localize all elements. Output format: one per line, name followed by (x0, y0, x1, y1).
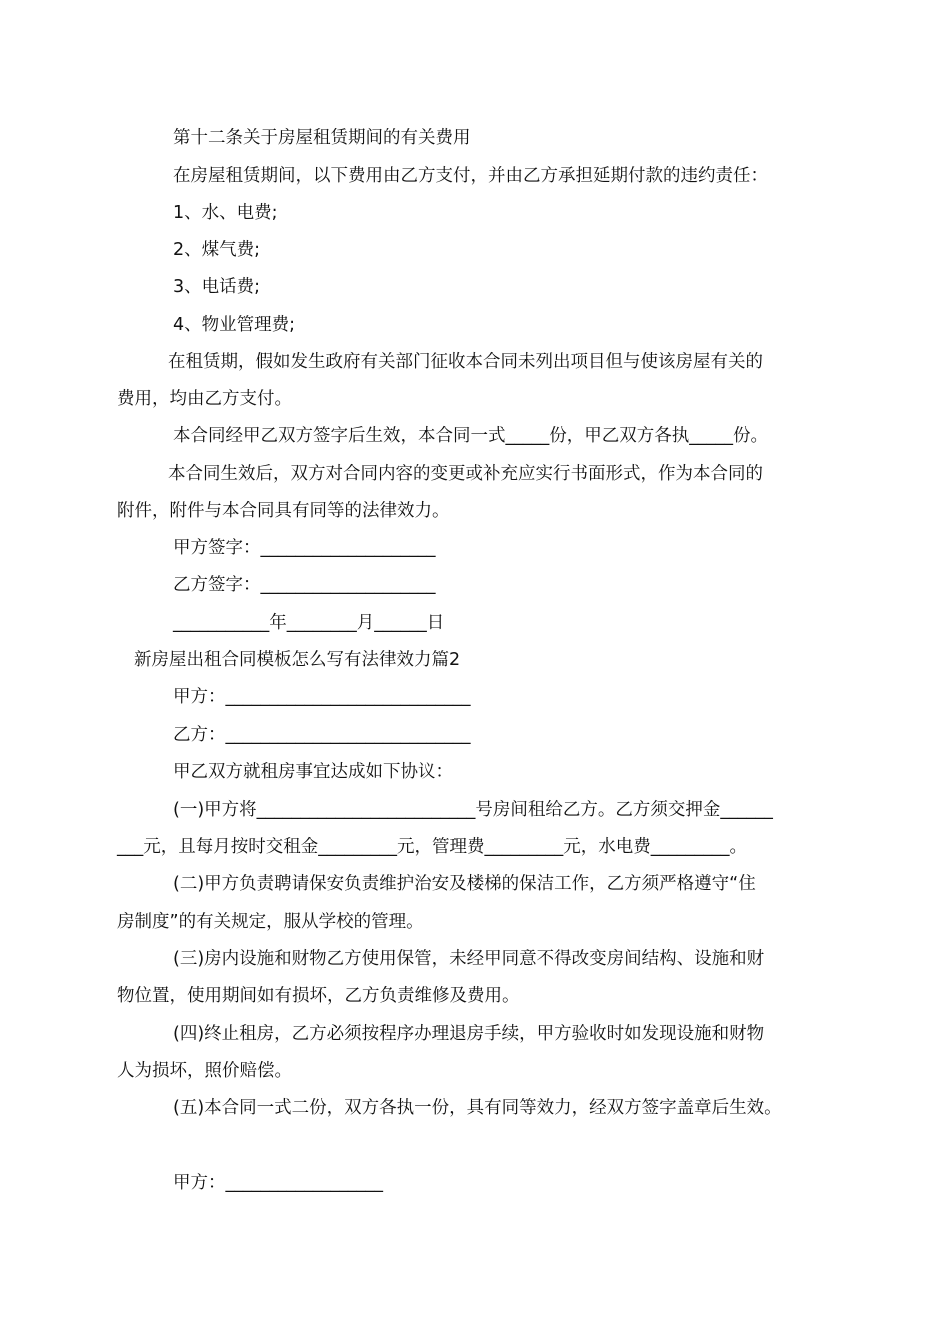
list-item: 1、水、电费; (173, 203, 278, 223)
clause-line: 物位置，使用期间如有损坏，乙方负责维修及费用。 (117, 986, 520, 1006)
paragraph-line: 甲乙双方就租房事宜达成如下协议： (173, 762, 453, 782)
paragraph-line: 附件，附件与本合同具有同等的法律效力。 (117, 501, 450, 521)
paragraph-line: 在租赁期，假如发生政府有关部门征收本合同未列出项目但与使该房屋有关的 (168, 352, 763, 372)
clause-line: ___元，且每月按时交租金_________元，管理费_________元，水电费_________。 (117, 837, 747, 857)
article-heading: 第十二条关于房屋租赁期间的有关费用 (173, 128, 471, 148)
list-item: 4、物业管理费; (173, 315, 296, 335)
clause-line: 房制度”的有关规定，服从学校的管理。 (117, 912, 424, 932)
paragraph-line: 本合同生效后，双方对合同内容的变更或补充应实行书面形式，作为本合同的 (168, 464, 763, 484)
clause-line: (五)本合同一式二份，双方各执一份，具有同等效力，经双方签字盖章后生效。 (173, 1098, 782, 1118)
list-item: 2、煤气费; (173, 240, 261, 260)
signature-line-party-a: 甲方：__________________ (173, 1173, 383, 1193)
clause-line: (二)甲方负责聘请保安负责维护治安及楼梯的保洁工作，乙方须严格遵守“住 (173, 874, 756, 894)
party-a-line: 甲方：____________________________ (173, 687, 471, 707)
party-b-line: 乙方：____________________________ (173, 725, 471, 745)
signature-line-party-a: 甲方签字：____________________ (173, 538, 436, 558)
paragraph-line: 在房屋租赁期间，以下费用由乙方支付，并由乙方承担延期付款的违约责任： (173, 166, 768, 186)
clause-line: 人为损坏，照价赔偿。 (117, 1061, 292, 1081)
clause-line: (一)甲方将_________________________号房间租给乙方。乙方须交押金______ (173, 800, 773, 820)
clause-line: (四)终止租房，乙方必须按程序办理退房手续，甲方验收时如发现设施和财物 (173, 1024, 765, 1044)
date-line: ___________年________月______日 (173, 613, 445, 633)
clause-line: (三)房内设施和财物乙方使用保管，未经甲同意不得改变房间结构、设施和财 (173, 949, 765, 969)
paragraph-line: 费用，均由乙方支付。 (117, 389, 292, 409)
paragraph-line: 本合同经甲乙双方签字后生效，本合同一式_____份，甲乙双方各执_____份。 (173, 426, 768, 446)
section-title: 新房屋出租合同模板怎么写有法律效力篇2 (134, 650, 461, 670)
signature-line-party-b: 乙方签字：____________________ (173, 575, 436, 595)
list-item: 3、电话费; (173, 277, 261, 297)
